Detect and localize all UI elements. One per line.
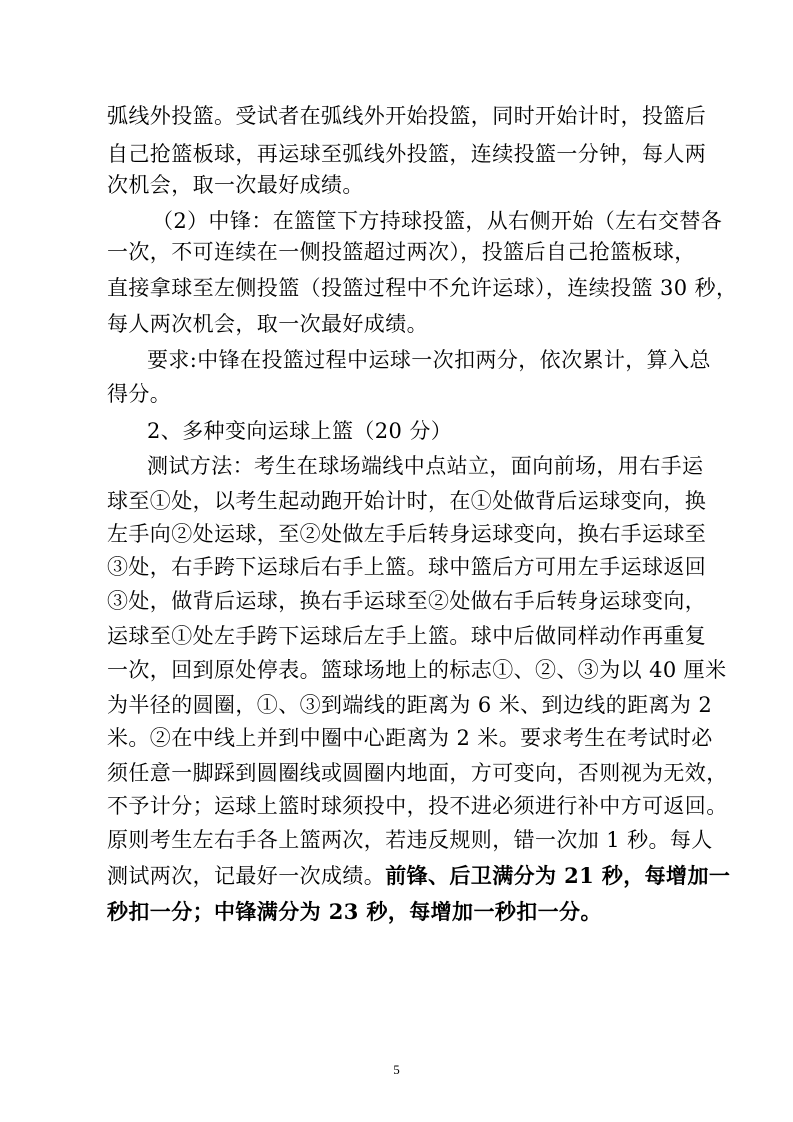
page-number: 5 xyxy=(393,1062,400,1077)
paragraph-line-2: 自己抢篮板球，再运球至弧线外投篮，连续投篮一分钟，每人两 xyxy=(107,142,707,166)
paragraph-line-8: 要求:中锋在投篮过程中运球一次扣两分，依次累计，算入总 xyxy=(147,348,711,372)
paragraph-line-10: 测试方法：考生在球场端线中点站立，面向前场，用右手运 xyxy=(147,454,704,478)
paragraph-line-16: 一次，回到原处停表。篮球场地上的标志①、②、③为以 40 厘米 xyxy=(107,658,727,682)
paragraph-line-19: 须任意一脚踩到圆圈线或圆圈内地面，方可变向，否则视为无效， xyxy=(107,761,728,785)
paragraph-line-15: 运球至①处左手跨下运球后左手上篮。球中后做同样动作再重复 xyxy=(107,624,707,648)
score-rule-bold-2: 秒扣一分；中锋满分为 23 秒，每增加一秒扣一分。 xyxy=(107,899,602,924)
paragraph-line-4: （2）中锋：在篮筐下方持球投篮，从右侧开始（左右交替各 xyxy=(152,209,723,233)
paragraph-line-22-text: 测试两次，记最好一次成绩。 xyxy=(107,864,386,888)
paragraph-line-17: 为半径的圆圈，①、③到端线的距离为 6 米、到边线的距离为 2 xyxy=(107,693,713,717)
paragraph-line-7: 每人两次机会，取一次最好成绩。 xyxy=(107,312,428,336)
paragraph-line-21: 原则考生左右手各上篮两次，若违反规则，错一次加 1 秒。每人 xyxy=(107,828,713,852)
paragraph-line-11: 球至①处，以考生起动跑开始计时，在①处做背后运球变向，换 xyxy=(107,489,707,513)
paragraph-line-22 xyxy=(107,858,730,894)
paragraph-line-12: 左手向②处运球，至②处做左手后转身运球变向，换右手运球至 xyxy=(107,522,707,546)
section-heading: 2、多种变向运球上篮（20 分） xyxy=(147,419,453,443)
paragraph-line-18: 米。②在中线上并到中圈中心距离为 2 米。要求考生在考试时必 xyxy=(107,726,713,750)
paragraph-line-14: ③处，做背后运球，换右手运球至②处做右手后转身运球变向， xyxy=(107,589,707,613)
paragraph-line-6: 直接拿球至左侧投篮（投篮过程中不允许运球），连续投篮 30 秒， xyxy=(107,276,738,300)
paragraph-line-9: 得分。 xyxy=(107,382,172,406)
paragraph-line-13: ③处，右手跨下运球后右手上篮。球中篮后方可用左手运球返回 xyxy=(107,555,707,579)
paragraph-line-20: 不予计分；运球上篮时球须投中，投不进必须进行补中方可返回。 xyxy=(107,794,728,818)
score-rule-bold-1: 前锋、后卫满分为 21 秒，每增加一 xyxy=(385,863,731,888)
paragraph-line-3: 次机会，取一次最好成绩。 xyxy=(107,173,364,197)
paragraph-line-5: 一次，不可连续在一侧投篮超过两次），投篮后自己抢篮板球， xyxy=(107,240,696,264)
paragraph-line-1: 弧线外投篮。受试者在弧线外开始投篮，同时开始计时，投篮后 xyxy=(107,104,707,128)
